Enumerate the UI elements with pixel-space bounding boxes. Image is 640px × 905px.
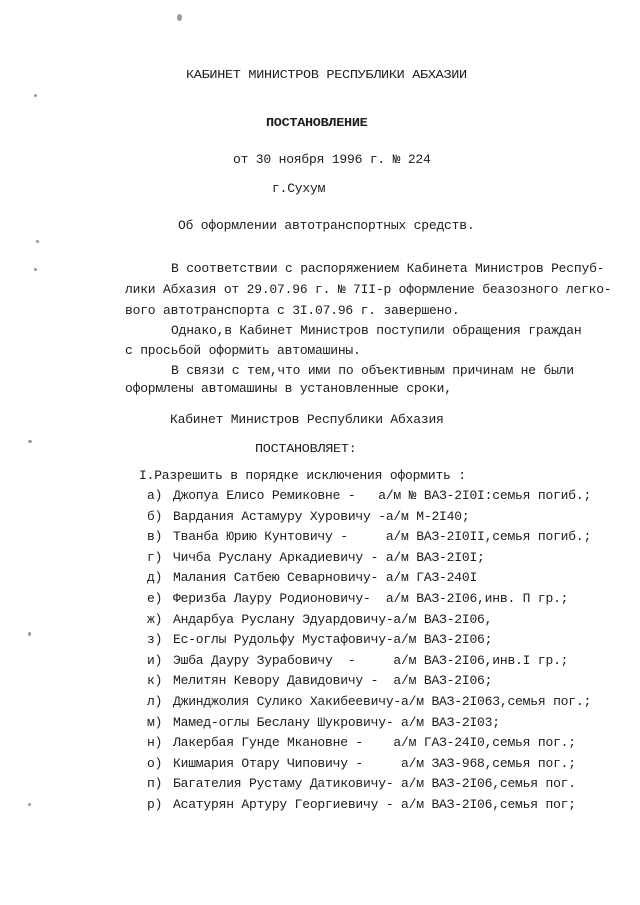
- list-item-text: Андарбуа Руслану Эдуардовичу-а/м ВАЗ-2I06,: [173, 611, 493, 627]
- point-1: I.Разрешить в порядке исключения оформить :: [139, 468, 466, 483]
- list-item-letter: в): [147, 529, 163, 545]
- list-item-letter: б): [147, 508, 163, 524]
- list-item-text: Феризба Лауру Родионовичу- а/м ВАЗ-2I06,инв. П гр.;: [173, 591, 569, 606]
- scan-speck: [28, 632, 31, 636]
- paragraph-3-line-1: В связи с тем,что ими по объективным причинам не были: [171, 363, 574, 378]
- list-item-letter: к): [147, 673, 163, 689]
- list-item: [147, 653, 568, 669]
- scan-speck: [36, 240, 39, 243]
- list-item-letter: р): [147, 797, 163, 812]
- list-item-text: Джопуа Елисо Ремиковне - а/м № ВАЗ-2I0I:семья погиб.;: [173, 488, 592, 503]
- list-item-text: Асатурян Артуру Георгиевичу - а/м ВАЗ-2I06,семья пог;: [173, 797, 576, 812]
- list-item-letter: п): [147, 776, 163, 792]
- list-item: [147, 797, 576, 813]
- list-item-letter: м): [147, 714, 163, 730]
- list-item-letter: о): [147, 755, 163, 771]
- scan-speck: [28, 440, 32, 443]
- list-item-letter: ж): [147, 611, 163, 627]
- list-item-text: Эшба Дауру Зурабовичу - а/м ВАЗ-2I06,инв.I гр.;: [173, 652, 569, 668]
- resolves-title: ПОСТАНОВЛЯЕТ:: [255, 442, 357, 457]
- paragraph-1-line-3: вого автотранспорта с 3I.07.96 г. завершено.: [125, 303, 460, 318]
- doc-type-title: ПОСТАНОВЛЕНИЕ: [266, 116, 368, 131]
- list-item-text: Малания Сатбею Севарновичу- а/м ГАЗ-240I: [173, 570, 478, 586]
- scan-speck: [34, 268, 37, 271]
- list-item-text: Мамед-оглы Беслану Шукровичу- а/м ВАЗ-2I03;: [173, 714, 500, 730]
- list-item: [147, 591, 568, 607]
- list-item: [147, 550, 485, 566]
- list-item: [147, 776, 576, 792]
- list-item-letter: л): [147, 694, 163, 709]
- list-item-letter: и): [147, 652, 163, 668]
- list-item: [147, 570, 477, 586]
- list-item: [147, 756, 576, 772]
- scan-speck: [28, 803, 31, 806]
- list-item-text: Лакербая Гунде Мкановне - а/м ГАЗ-24I0,семья пог.;: [173, 735, 576, 751]
- list-item-text: Джинджолия Сулико Хакибеевичу-а/м ВАЗ-2I063,семья пог.;: [173, 694, 592, 709]
- subject-line: Об оформлении автотранспортных средств.: [178, 218, 475, 233]
- list-item: [147, 694, 591, 710]
- list-item-text: Вардания Астамуру Хуровичу -а/м М-2I40;: [173, 508, 470, 524]
- list-item-letter: г): [147, 549, 163, 565]
- list-item: [147, 715, 500, 731]
- city: г.Сухум: [272, 181, 326, 196]
- list-item-text: Мелитян Кевору Давидовичу - а/м ВАЗ-2I06;: [173, 673, 493, 689]
- list-item-letter: з): [147, 632, 163, 648]
- list-item: [147, 509, 469, 525]
- list-item-letter: е): [147, 591, 163, 606]
- list-item-text: Кишмария Отару Чиповичу - а/м ЗАЗ-968,семья пог.;: [173, 755, 576, 771]
- scan-speck: [177, 14, 182, 21]
- paragraph-3-line-2: оформлены автомашины в установленные сроки,: [125, 381, 452, 396]
- list-item: [147, 529, 591, 545]
- list-item: [147, 673, 492, 689]
- list-item-text: Багателия Рустаму Датиковичу- а/м ВАЗ-2I06,семья пог.: [173, 776, 576, 792]
- list-item: [147, 735, 576, 751]
- list-item-text: Ес-оглы Рудольфу Мустафовичу-а/м ВАЗ-2I06;: [173, 632, 493, 648]
- list-item: [147, 612, 492, 628]
- list-item-letter: д): [147, 570, 163, 586]
- scan-speck: [34, 94, 37, 97]
- date-number: от 30 ноября 1996 г. № 224: [233, 152, 431, 167]
- paragraph-2-line-2: с просьбой оформить автомашины.: [125, 343, 361, 358]
- paragraph-1-line-2: лики Абхазия от 29.07.96 г. № 7II-р оформление беазозного легко-: [125, 282, 612, 297]
- paragraph-1-line-1: В соответствии с распоряжением Кабинета Министров Респуб-: [171, 261, 605, 276]
- list-item-text: Чичба Руслану Аркадиевичу - а/м ВАЗ-2I0I;: [173, 549, 485, 565]
- list-item-letter: н): [147, 735, 163, 751]
- cabinet-title: КАБИНЕТ МИНИСТРОВ РЕСПУБЛИКИ АБХАЗИИ: [186, 68, 467, 83]
- list-item-letter: а): [147, 488, 163, 503]
- list-item: [147, 632, 492, 648]
- list-item-text: Тванба Юрию Кунтовичу - а/м ВАЗ-2I0II,семья погиб.;: [173, 529, 592, 545]
- resolver-line: Кабинет Министров Республики Абхазия: [170, 412, 444, 427]
- paragraph-2-line-1: Однако,в Кабинет Министров поступили обращения граждан: [171, 323, 582, 338]
- list-item: [147, 488, 591, 504]
